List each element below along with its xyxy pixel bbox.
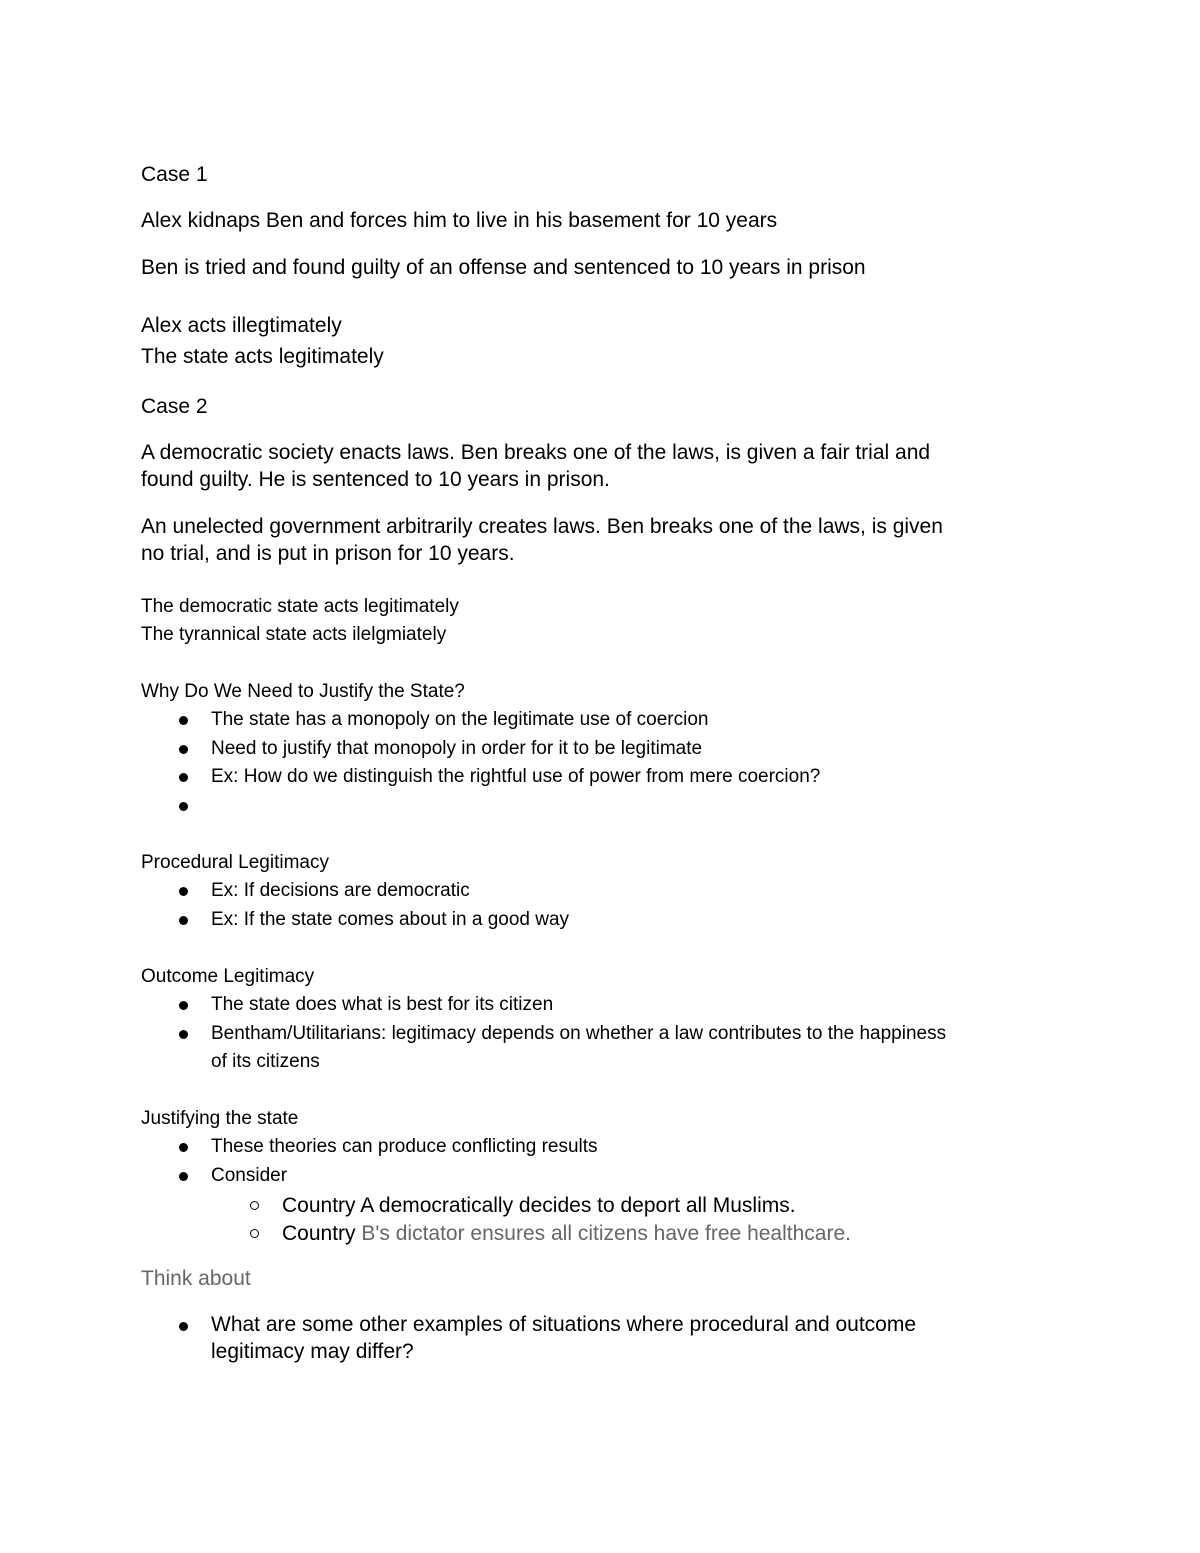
justifying-heading: Justifying the state — [141, 1108, 299, 1129]
sub-list-item: Country A democratically decides to deport all Muslims. — [282, 1194, 796, 1217]
sub-list-item-prefix: Country — [282, 1222, 362, 1245]
bullet-icon — [179, 802, 188, 811]
why-heading: Why Do We Need to Justify the State? — [141, 681, 465, 702]
case2-paragraph-2-line-1: An unelected government arbitrarily creates laws. Ben breaks one of the laws, is given — [141, 515, 943, 538]
list-item: Ex: How do we distinguish the rightful use of power from mere coercion? — [211, 766, 821, 787]
case2-paragraph-1-line-2: found guilty. He is sentenced to 10 years in prison. — [141, 468, 610, 491]
list-item: Bentham/Utilitarians: legitimacy depends on whether a law contributes to the happiness — [211, 1023, 947, 1044]
list-item-continuation: legitimacy may differ? — [211, 1340, 414, 1363]
outcome-heading: Outcome Legitimacy — [141, 966, 315, 987]
sub-bullet-icon — [250, 1201, 259, 1210]
case1-conclusion-1: Alex acts illegtimately — [141, 314, 342, 337]
list-item: Need to justify that monopoly in order for it to be legitimate — [211, 738, 703, 759]
bullet-icon — [179, 1001, 188, 1010]
think-heading: Think about — [141, 1267, 251, 1290]
case1-paragraph-2: Ben is tried and found guilty of an offense and sentenced to 10 years in prison — [141, 256, 866, 279]
bullet-icon — [179, 745, 188, 754]
sub-list-item — [282, 1220, 851, 1247]
sub-list-item-rest: B's dictator ensures all citizens have free healthcare. — [361, 1222, 851, 1245]
case2-conclusion-1: The democratic state acts legitimately — [141, 596, 459, 617]
case1-paragraph-1: Alex kidnaps Ben and forces him to live in his basement for 10 years — [141, 209, 778, 232]
procedural-heading: Procedural Legitimacy — [141, 852, 329, 873]
case1-conclusion-2: The state acts legitimately — [141, 345, 384, 368]
bullet-icon — [179, 1322, 188, 1331]
case1-heading: Case 1 — [141, 163, 208, 186]
sub-bullet-icon — [250, 1229, 259, 1238]
bullet-icon — [179, 1172, 188, 1181]
case2-heading: Case 2 — [141, 395, 208, 418]
list-item: Ex: If decisions are democratic — [211, 880, 470, 901]
list-item: The state does what is best for its citizen — [211, 994, 554, 1015]
bullet-icon — [179, 773, 188, 782]
bullet-icon — [179, 916, 188, 925]
case2-conclusion-2: The tyrannical state acts ilelgmiately — [141, 624, 447, 645]
list-item: What are some other examples of situations where procedural and outcome — [211, 1313, 917, 1336]
bullet-icon — [179, 887, 188, 896]
list-item-continuation: of its citizens — [211, 1051, 320, 1072]
bullet-icon — [179, 1143, 188, 1152]
bullet-icon — [179, 1030, 188, 1039]
list-item: Ex: If the state comes about in a good way — [211, 909, 570, 930]
list-item: The state has a monopoly on the legitimate use of coercion — [211, 709, 709, 730]
bullet-icon — [179, 716, 188, 725]
list-item: These theories can produce conflicting results — [211, 1136, 598, 1157]
case2-paragraph-2-line-2: no trial, and is put in prison for 10 years. — [141, 542, 515, 565]
case2-paragraph-1-line-1: A democratic society enacts laws. Ben breaks one of the laws, is given a fair trial and — [141, 441, 931, 464]
list-item: Consider — [211, 1165, 288, 1186]
